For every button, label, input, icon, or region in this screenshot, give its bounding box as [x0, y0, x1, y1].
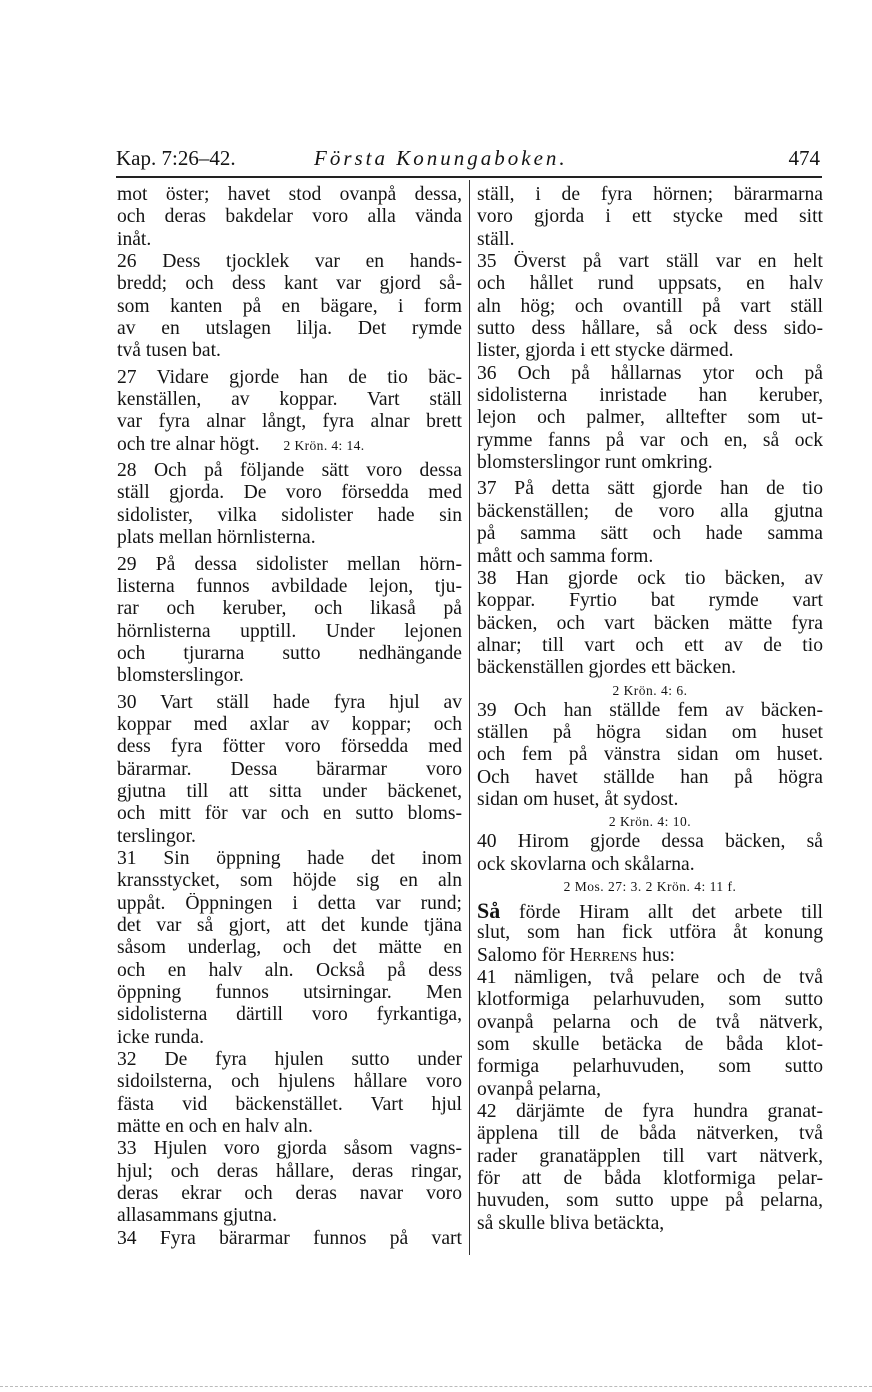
text-line: ock skovlarna och skålarna.	[477, 853, 695, 875]
cross-reference: 2 Krön. 4: 10.	[608, 814, 692, 830]
verse-39: 39 Och han ställde fem av bäcken-	[477, 699, 823, 721]
text-line: gjutna till att sitta under bäckenet,	[117, 780, 462, 802]
text-line: var fyra alnar långt, fyra alnar brett	[117, 411, 462, 433]
text-line: ställ gjorda. De voro försedda med	[117, 482, 462, 504]
text-line: mot öster; havet stod ovanpå dessa,	[117, 184, 462, 205]
left-column	[117, 184, 462, 1250]
text-line: bäckenställen gjordes ett bäcken.	[477, 657, 736, 679]
text-line: ställ, i de fyra hörnen; bärarmarna	[477, 184, 823, 205]
verse-31: 31 Sin öppning hade det inom	[117, 847, 462, 869]
text-line: rader granatäpplen till vart nätverk,	[477, 1145, 823, 1167]
text-line: och deras bakdelar voro alla vända	[117, 206, 462, 228]
herrens-smallcaps: Herrens	[569, 944, 638, 966]
verse-27: 27 Vidare gjorde han de tio bäc-	[117, 366, 462, 388]
verse-40: 40 Hirom gjorde dessa bäcken, så	[477, 831, 823, 853]
text-line: aln hög; och ovantill på vart ställ	[477, 295, 823, 317]
verse-28: 28 Och på följande sätt voro dessa	[117, 460, 462, 482]
text-line: bäcken, och vart bäcken mätte fyra	[477, 612, 823, 634]
text-line: icke runda.	[117, 1026, 205, 1048]
page-number: 474	[788, 146, 820, 170]
text-line: lister, gjorda i ett stycke därmed.	[477, 340, 734, 362]
text-line: bäckenställen; de voro alla gjutna	[477, 500, 823, 522]
text-line: sutto dess hållare, så ock dess sido-	[477, 318, 823, 340]
verse-42: 42 därjämte de fyra hundra granat-	[477, 1101, 823, 1123]
text-line: blomsterslingor.	[117, 665, 244, 687]
text-line: sidolisterna därtill voro fyrkantiga,	[117, 1004, 462, 1026]
text-line: hjul; och deras hållare, deras ringar,	[117, 1160, 462, 1182]
initial-letter: Så	[477, 899, 501, 923]
text-line: allasammans gjutna.	[117, 1205, 277, 1227]
text-line: inåt.	[117, 228, 152, 250]
text-line: listerna funnos avbildade lejon, tju-	[117, 575, 462, 597]
text-line: deras ekrar och deras navar voro	[117, 1183, 462, 1205]
text-fragment: förde Hiram allt det arbete till	[519, 901, 823, 923]
text-line-with-ref	[117, 434, 462, 456]
verse-30: 30 Vart ställ hade fyra hjul av	[117, 691, 462, 713]
text-fragment: hus:	[637, 944, 675, 966]
verse-32: 32 De fyra hjulen sutto under	[117, 1049, 462, 1071]
text-line: och hållet rund uppsats, en halv	[477, 273, 823, 295]
text-line: så skulle bliva betäckta,	[477, 1212, 665, 1234]
verse-41: 41 nämligen, två pelare och de två	[477, 967, 823, 988]
column-divider	[469, 180, 470, 1255]
verse-29: 29 På dessa sidolister mellan hörn-	[117, 553, 462, 575]
text-line: av en utslagen lilja. Det rymde	[117, 318, 462, 340]
cross-reference: 2 Krön. 4: 6.	[612, 682, 688, 698]
verse-36: 36 Och på hållarnas ytor och på	[477, 362, 823, 384]
text-line: mått och samma form.	[477, 545, 654, 567]
text-line: bredd; och dess kant var gjord så-	[117, 273, 462, 295]
verse-37: 37 På detta sätt gjorde han de tio	[477, 478, 823, 500]
text-line: ovanpå pelarna,	[477, 1078, 602, 1100]
text-line: sidolister, vilka sidolister hade sin	[117, 504, 462, 526]
text-line: på samma sätt och hade samma	[477, 523, 823, 545]
text-line: lejon och palmer, alltefter som ut-	[477, 407, 823, 429]
text-line: ställ.	[477, 228, 515, 250]
text-line-with-smallcaps	[477, 945, 823, 967]
right-column	[477, 184, 823, 1235]
text-line: voro gjorda i ett stycke med sitt	[477, 206, 823, 228]
text-line: och tjurarna sutto nedhängande	[117, 642, 462, 664]
running-header	[116, 146, 822, 176]
verse-38: 38 Han gjorde ock tio bäcken, av	[477, 567, 823, 589]
text-line: fästa vid bäckenstället. Vart hjul	[117, 1093, 462, 1115]
book-title: Första Konungaboken.	[314, 146, 568, 170]
text-line: rymme fanns på var och en, så ock	[477, 429, 823, 451]
text-line: koppar med axlar av koppar; och	[117, 713, 462, 735]
text-line: äpplena till de båda nätverken, två	[477, 1123, 823, 1145]
cross-reference: 2 Mos. 27: 3. 2 Krön. 4: 11 f.	[563, 878, 737, 894]
verse-35: 35 Överst på vart ställ var en helt	[477, 251, 823, 273]
verse-33: 33 Hjulen voro gjorda såsom vagns-	[117, 1138, 462, 1160]
text-line: bärarmar. Dessa bärarmar voro	[117, 758, 462, 780]
text-line: sidolisterna inristade han keruber,	[477, 385, 823, 407]
text-line: som kanten på en bägare, i form	[117, 295, 462, 317]
text-line: terslingor.	[117, 825, 196, 847]
chapter-reference: Kap. 7:26–42.	[116, 146, 236, 170]
text-line: formiga pelarhuvuden, som sutto	[477, 1056, 823, 1078]
text-line: för att de båda klotformiga pelar-	[477, 1168, 823, 1190]
text-line: blomsterslingor runt omkring.	[477, 452, 713, 474]
text-line: såsom underlag, och det mätte en	[117, 937, 462, 959]
paragraph-start-line	[477, 900, 823, 922]
text-line: mätte en och en halv aln.	[117, 1116, 313, 1138]
text-line: rar och keruber, och likaså på	[117, 598, 462, 620]
cross-reference: 2 Krön. 4: 14.	[283, 437, 365, 453]
text-line: ovanpå pelarna och de två nätverk,	[477, 1011, 823, 1033]
text-line: som skulle betäcka de båda klot-	[477, 1034, 823, 1056]
text-line: hörnlisterna upptill. Under lejonen	[117, 620, 462, 642]
text-line: och en halv aln. Också på dess	[117, 959, 462, 981]
text-line: och fem på vänstra sidan om huset.	[477, 744, 823, 766]
verse-34: 34 Fyra bärarmar funnos på vart	[117, 1227, 462, 1249]
verse-26: 26 Dess tjocklek var en hands-	[117, 251, 462, 273]
text-line: ställen på högra sidan om huset	[477, 721, 823, 743]
text-line: klotformiga pelarhuvuden, som sutto	[477, 989, 823, 1011]
text-line: Och havet ställde han på högra	[477, 766, 823, 788]
text-line: dess fyra fötter voro försedda med	[117, 736, 462, 758]
text-line: två tusen bat.	[117, 340, 221, 362]
text-line: sidan om huset, åt sydost.	[477, 788, 679, 810]
text-line: kransstycket, som höjde sig en aln	[117, 870, 462, 892]
text-line: huvuden, som sutto uppe på pelarna,	[477, 1190, 823, 1212]
text-line: koppar. Fyrtio bat rymde vart	[477, 590, 823, 612]
text-line: och mitt för var och en sutto bloms-	[117, 803, 462, 825]
text-line: uppåt. Öppningen i detta var rund;	[117, 892, 462, 914]
text-fragment: Salomo för	[477, 944, 570, 966]
scan-edge-line	[0, 1386, 872, 1387]
text-line: kenställen, av koppar. Vart ställ	[117, 389, 462, 411]
text-line: öppning funnos utsirningar. Men	[117, 982, 462, 1004]
text-fragment: och tre alnar högt.	[117, 433, 260, 455]
text-line: sidoilsterna, och hjulens hållare voro	[117, 1071, 462, 1093]
header-rule	[116, 176, 822, 178]
text-line: plats mellan hörnlisterna.	[117, 527, 316, 549]
text-line: slut, som han fick utföra åt konung	[477, 922, 823, 944]
text-line: alnar; till vart och ett av de tio	[477, 634, 823, 656]
text-line: det var så gjort, att det kunde tjäna	[117, 915, 462, 936]
